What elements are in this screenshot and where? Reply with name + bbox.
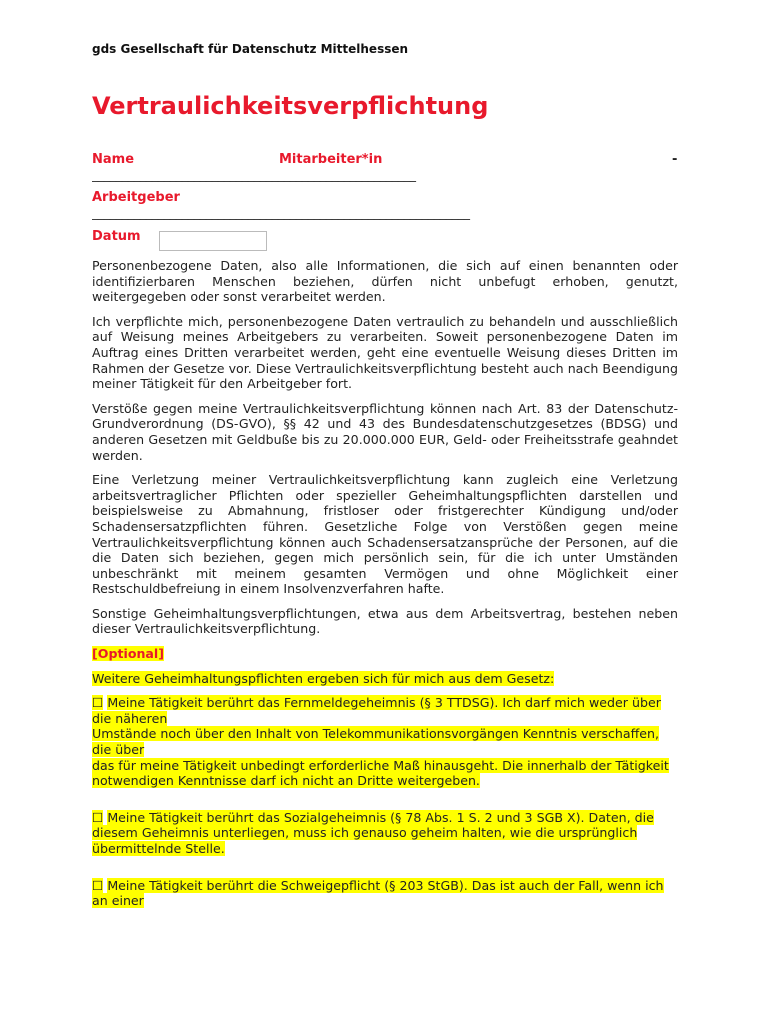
- telecom-line-2: Umstände noch über den Inhalt von Telekommunikationsvorgängen Kenntnis verschaffen, die über: [92, 726, 660, 758]
- checkbox-social[interactable]: ☐: [92, 809, 104, 825]
- optional-tag-row: [92, 646, 678, 662]
- employer-label: Arbeitgeber: [92, 190, 180, 205]
- optional-item-social: [92, 810, 678, 857]
- paragraph-3: Verstöße gegen meine Vertraulichkeitsverpflichtung können nach Art. 83 der Datenschutz-Grundverordnung (DS-GVO), §§ 42 und 43 des Bundesdatenschutzgesetzes (BDSG) und anderen Gesetzen mit Geldbuße bis zu 20.000.000 EUR, Geld- oder Freiheitsstrafe geahndet werden.: [92, 400, 678, 463]
- optional-item-telecom: [92, 695, 678, 789]
- organization-name: gds Gesellschaft für Datenschutz Mittelhessen: [92, 42, 409, 56]
- date-input[interactable]: [159, 231, 267, 251]
- social-text: Meine Tätigkeit berührt das Sozialgeheimnis (§ 78 Abs. 1 S. 2 und 3 SGB X). Daten, die diesem Geheimnis unterliegen, muss ich genauso geheim halten, wie die ursprünglich übermittelnde Stelle.: [92, 809, 654, 856]
- paragraph-4: Eine Verletzung meiner Vertraulichkeitsverpflichtung kann zugleich eine Verletzung arbeitsvertraglicher Pflichten oder spezieller Geheimhaltungspflichten darstellen und beispielsweise zu Abmahnung, fristloser oder fristgerechter Kündigung und/oder Schadensersatzpflichten führen. Gesetzliche Folge von Verstößen gegen meine Vertraulichkeitsverpflichtung können auch Schadensersatzansprüche der Personen, auf die die Daten sich beziehen, gegen mich persönlich sein, für die ich unter Umständen unbeschränkt mit meinem gesamten Vermögen und ohne Möglichkeit einer Restschuldbefreiung in einem Insolvenzverfahren hafte.: [92, 472, 678, 597]
- employer-line: _______________________________________________________________: [92, 206, 470, 220]
- telecom-line-4: notwendigen Kenntnisse darf ich nicht an Dritte weitergeben.: [92, 773, 480, 789]
- document-body: [92, 258, 678, 918]
- name-line: ______________________________________________________: [92, 168, 416, 182]
- dash-end: -: [672, 152, 678, 167]
- date-label: Datum: [92, 229, 141, 244]
- checkbox-confidentiality[interactable]: ☐: [92, 877, 104, 893]
- optional-tag: [Optional]: [92, 646, 165, 662]
- employee-label: Mitarbeiter*in: [279, 152, 383, 167]
- telecom-line-1: Meine Tätigkeit berührt das Fernmeldegeheimnis (§ 3 TTDSG). Ich darf mich weder über die näheren: [92, 695, 661, 726]
- optional-intro-row: [92, 671, 678, 687]
- name-label: Name: [92, 152, 135, 167]
- paragraph-5: Sonstige Geheimhaltungsverpflichtungen, etwa aus dem Arbeitsvertrag, bestehen neben dieser Vertraulichkeitsverpflichtung.: [92, 605, 678, 637]
- checkbox-telecom[interactable]: ☐: [92, 695, 104, 711]
- telecom-line-3: das für meine Tätigkeit unbedingt erforderliche Maß hinausgeht. Die innerhalb der Tätigkeit: [92, 757, 669, 773]
- optional-item-confidentiality: [92, 878, 678, 909]
- optional-intro: Weitere Geheimhaltungspflichten ergeben sich für mich aus dem Gesetz:: [92, 670, 555, 686]
- paragraph-2: Ich verpflichte mich, personenbezogene Daten vertraulich zu behandeln und ausschließlich auf Weisung meines Arbeitgebers zu verarbeiten. Soweit personenbezogene Daten im Auftrag eines Dritten verarbeitet werden, geht eine eventuelle Weisung dieses Dritten im Rahmen der Gesetze vor. Diese Vertraulichkeitsverpflichtung besteht auch nach Beendigung meiner Tätigkeit für den Arbeitgeber fort.: [92, 313, 678, 392]
- confidentiality-text: Meine Tätigkeit berührt die Schweigepflicht (§ 203 StGB). Das ist auch der Fall, wenn ich an einer: [92, 877, 664, 909]
- paragraph-1: Personenbezogene Daten, also alle Informationen, die sich auf einen benannten oder identifizierbaren Menschen beziehen, dürfen nicht unbefugt erhoben, genutzt, weitergegeben oder sonst verarbeitet werden.: [92, 258, 678, 305]
- document-title: Vertraulichkeitsverpflichtung: [92, 92, 489, 120]
